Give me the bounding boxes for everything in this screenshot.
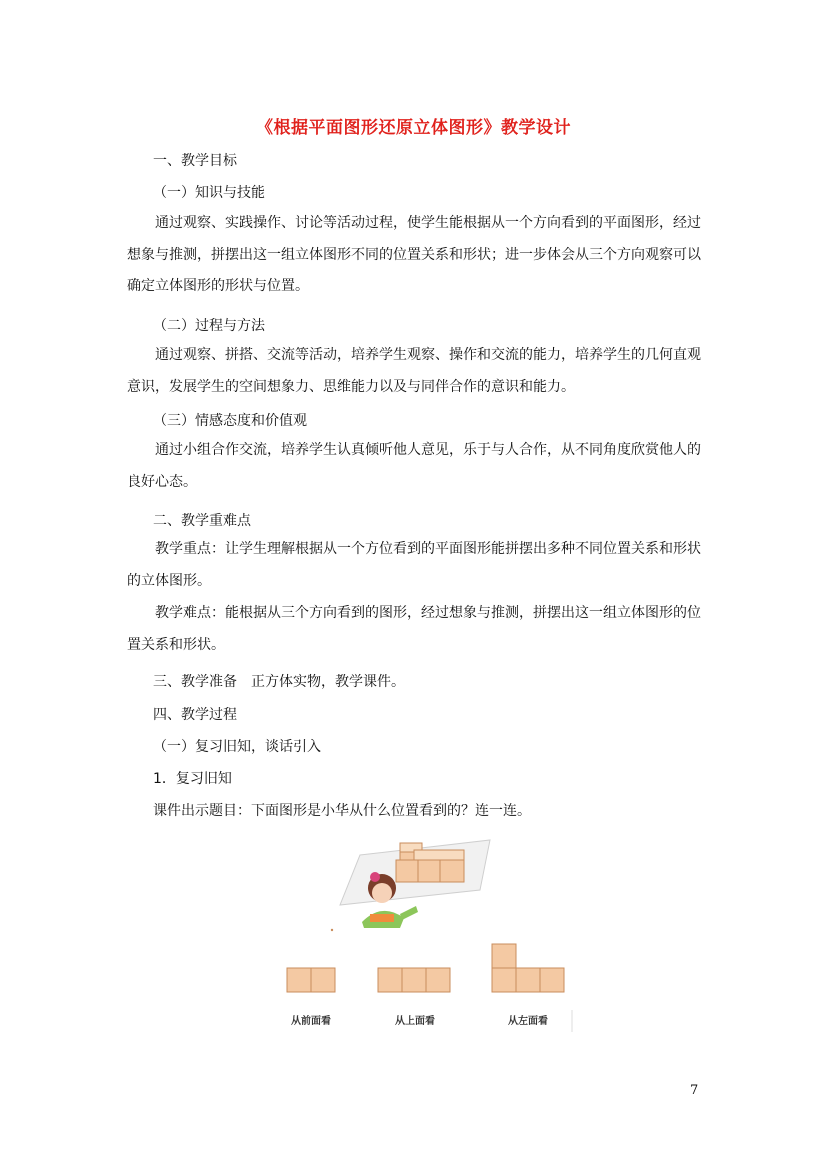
subsection-heading: （二）过程与方法 [153, 318, 265, 334]
section-heading: 一、教学目标 [153, 153, 237, 169]
paragraph: 通过观察、实践操作、讨论等活动过程，使学生能根据从一个方向看到的平面图形，经过想象与推测，拼摆出这一组立体图形不同的位置关系和形状；进一步体会从三个方向观察可以确定立体图形的形状与位置。 [127, 215, 701, 294]
paragraph: 课件出示题目：下面图形是小华从什么位置看到的？连一连。 [153, 803, 531, 819]
section-heading: 四、教学过程 [153, 707, 237, 723]
caption-top: 从上面看 [395, 1016, 435, 1027]
caption-left: 从左面看 [508, 1016, 548, 1027]
section-heading: 二、教学重难点 [153, 513, 251, 529]
paragraph: 教学重点：让学生理解根据从一个方位看到的平面图形能拼摆出多种不同位置关系和形状的立体图形。 [127, 541, 701, 589]
left-view [492, 944, 564, 992]
paragraph: 教学难点：能根据从三个方向看到的图形，经过想象与推测，拼摆出这一组立体图形的位置关系和形状。 [127, 605, 701, 653]
section-heading: 三、教学准备 正方体实物，教学课件。 [153, 674, 405, 690]
page-title: 《根据平面图形还原立体图形》教学设计 [256, 118, 571, 138]
paragraph: 通过观察、拼搭、交流等活动，培养学生观察、操作和交流的能力，培养学生的几何直观意识，发展学生的空间想象力、思维能力以及与同伴合作的意识和能力。 [127, 347, 701, 395]
cube-views-figure [270, 830, 580, 1040]
page-number: 7 [690, 1083, 699, 1098]
top-view [378, 968, 450, 992]
subsection-heading: （一）复习旧知，谈话引入 [153, 739, 321, 755]
subsection-heading: 1．复习旧知 [153, 771, 232, 787]
subsection-heading: （三）情感态度和价值观 [153, 413, 307, 429]
paragraph: 通过小组合作交流，培养学生认真倾听他人意见，乐于与人合作，从不同角度欣赏他人的良好心态。 [127, 442, 701, 490]
front-view [287, 968, 335, 992]
caption-front: 从前面看 [291, 1016, 331, 1027]
subsection-heading: （一）知识与技能 [153, 185, 265, 201]
